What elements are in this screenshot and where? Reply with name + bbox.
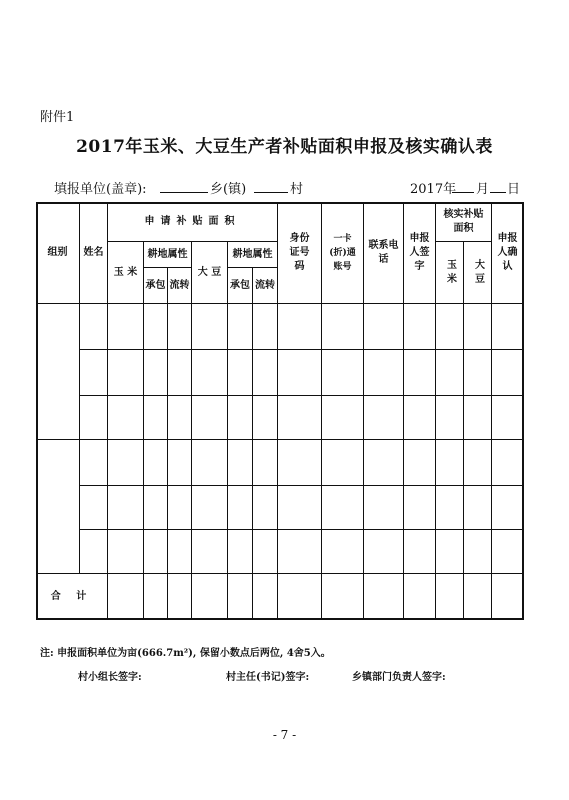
table-cell[interactable]: [144, 304, 168, 350]
fill-township-field[interactable]: [160, 178, 208, 193]
table-cell[interactable]: [144, 350, 168, 396]
fill-township-suffix: 乡(镇): [210, 182, 247, 197]
table-cell[interactable]: [144, 486, 168, 530]
table-cell[interactable]: [168, 350, 192, 396]
table-cell[interactable]: [492, 350, 524, 396]
table-cell[interactable]: [492, 304, 524, 350]
total-cell[interactable]: [404, 574, 436, 620]
header-corn: 玉 米: [108, 242, 144, 304]
table-cell[interactable]: [464, 304, 492, 350]
table-cell[interactable]: [168, 440, 192, 486]
total-cell[interactable]: [168, 574, 192, 620]
table-cell[interactable]: [80, 350, 108, 396]
total-cell[interactable]: [192, 574, 228, 620]
table-cell[interactable]: [192, 486, 228, 530]
fill-year-label: 2017年: [410, 182, 457, 197]
table-cell[interactable]: [322, 486, 364, 530]
total-cell[interactable]: [492, 574, 524, 620]
table-cell[interactable]: [253, 304, 278, 350]
header-contract-2: 承包: [228, 268, 253, 304]
table-cell[interactable]: [278, 304, 322, 350]
header-soybean: 大 豆: [192, 242, 228, 304]
table-cell[interactable]: [228, 350, 253, 396]
table-cell[interactable]: [364, 350, 404, 396]
header-land-attr-1: 耕地属性: [144, 242, 192, 268]
table-cell[interactable]: [144, 396, 168, 440]
table-cell[interactable]: [436, 396, 464, 440]
table-cell[interactable]: [404, 530, 436, 574]
township-head-signature: 乡镇部门负责人签字:: [352, 672, 446, 683]
header-id-number: 身份证号码: [278, 202, 322, 304]
table-cell[interactable]: [80, 530, 108, 574]
total-cell[interactable]: [278, 574, 322, 620]
table-cell[interactable]: [192, 530, 228, 574]
table-cell[interactable]: [108, 304, 144, 350]
table-cell[interactable]: [80, 304, 108, 350]
total-cell[interactable]: [108, 574, 144, 620]
table-cell[interactable]: [108, 396, 144, 440]
table-cell[interactable]: [228, 304, 253, 350]
table-cell[interactable]: [144, 530, 168, 574]
header-verified-soybean: 大豆: [464, 242, 492, 304]
table-cell[interactable]: [253, 530, 278, 574]
table-cell[interactable]: [278, 486, 322, 530]
table-cell[interactable]: [108, 440, 144, 486]
table-cell[interactable]: [228, 396, 253, 440]
header-land-attr-2: 耕地属性: [228, 242, 278, 268]
header-contract-1: 承包: [144, 268, 168, 304]
table-cell[interactable]: [80, 440, 108, 486]
table-cell[interactable]: [464, 396, 492, 440]
table-cell[interactable]: [228, 486, 253, 530]
table-cell[interactable]: [322, 440, 364, 486]
fill-day-label: 日: [507, 182, 521, 197]
fill-unit-label: 填报单位(盖章):: [54, 182, 147, 197]
footnote: 注: 申报面积单位为亩(666.7m²), 保留小数点后两位, 4舍5入。: [40, 648, 331, 659]
table-cell[interactable]: [228, 530, 253, 574]
table-cell[interactable]: [492, 486, 524, 530]
table-cell[interactable]: [436, 530, 464, 574]
table-cell[interactable]: [228, 440, 253, 486]
fill-day-field[interactable]: [490, 178, 506, 193]
table-cell[interactable]: [192, 304, 228, 350]
header-phone: 联系电话: [364, 202, 404, 304]
table-cell[interactable]: [464, 350, 492, 396]
table-cell[interactable]: [168, 396, 192, 440]
report-table: [36, 202, 524, 620]
table-cell[interactable]: [168, 304, 192, 350]
table-cell[interactable]: [322, 530, 364, 574]
total-cell[interactable]: [228, 574, 253, 620]
total-cell[interactable]: [436, 574, 464, 620]
total-cell[interactable]: [464, 574, 492, 620]
table-cell[interactable]: [192, 440, 228, 486]
table-cell[interactable]: [364, 304, 404, 350]
table-cell[interactable]: [108, 486, 144, 530]
fill-month-field[interactable]: [452, 178, 474, 193]
table-cell[interactable]: [464, 440, 492, 486]
fill-village-suffix: 村: [290, 182, 304, 197]
table-cell[interactable]: [192, 350, 228, 396]
table-cell[interactable]: [404, 396, 436, 440]
table-cell[interactable]: [492, 396, 524, 440]
table-cell[interactable]: [364, 440, 404, 486]
attachment-label: 附件1: [40, 110, 75, 125]
group-cell-2[interactable]: [36, 440, 80, 574]
page-number: - 7 -: [272, 728, 297, 742]
total-cell[interactable]: [364, 574, 404, 620]
table-cell[interactable]: [364, 396, 404, 440]
table-cell[interactable]: [278, 440, 322, 486]
table-cell[interactable]: [253, 350, 278, 396]
table-cell[interactable]: [404, 350, 436, 396]
total-label: 合 计: [36, 574, 108, 620]
table-cell[interactable]: [278, 530, 322, 574]
table-cell[interactable]: [322, 304, 364, 350]
header-name: 姓名: [80, 202, 108, 304]
header-group: 组别: [36, 202, 80, 304]
table-cell[interactable]: [464, 486, 492, 530]
table-cell[interactable]: [436, 304, 464, 350]
total-cell[interactable]: [253, 574, 278, 620]
header-card-passbook: 一卡(折)通账号: [322, 202, 364, 304]
table-cell[interactable]: [253, 440, 278, 486]
table-cell[interactable]: [253, 486, 278, 530]
table-cell[interactable]: [436, 486, 464, 530]
table-cell[interactable]: [492, 530, 524, 574]
table-cell[interactable]: [144, 440, 168, 486]
table-cell[interactable]: [436, 440, 464, 486]
table-cell[interactable]: [168, 486, 192, 530]
header-apply-area: 申请补贴面积: [108, 202, 278, 242]
group-leader-signature: 村小组长签字:: [78, 672, 142, 683]
form-title: 2017年玉米、大豆生产者补贴面积申报及核实确认表: [76, 137, 493, 157]
table-cell[interactable]: [278, 396, 322, 440]
table-cell[interactable]: [404, 304, 436, 350]
table-cell[interactable]: [192, 396, 228, 440]
table-cell[interactable]: [108, 350, 144, 396]
table-cell[interactable]: [108, 530, 144, 574]
header-applicant-sign: 申报人签字: [404, 202, 436, 304]
table-cell[interactable]: [464, 530, 492, 574]
header-verified-area: 核实补贴面积: [436, 202, 492, 242]
director-signature: 村主任(书记)签字:: [226, 672, 310, 683]
header-verified-corn: 玉米: [436, 242, 464, 304]
table-cell[interactable]: [404, 440, 436, 486]
table-cell[interactable]: [80, 396, 108, 440]
total-cell[interactable]: [144, 574, 168, 620]
header-transfer-2: 流转: [253, 268, 278, 304]
table-cell[interactable]: [436, 350, 464, 396]
header-applicant-confirm: 申报人确认: [492, 202, 524, 304]
fill-month-label: 月: [476, 182, 490, 197]
table-cell[interactable]: [492, 440, 524, 486]
table-cell[interactable]: [168, 530, 192, 574]
table-cell[interactable]: [404, 486, 436, 530]
group-cell-1[interactable]: [36, 304, 80, 440]
fill-village-field[interactable]: [254, 178, 288, 193]
total-cell[interactable]: [322, 574, 364, 620]
table-cell[interactable]: [322, 396, 364, 440]
table-cell[interactable]: [80, 486, 108, 530]
table-cell[interactable]: [364, 530, 404, 574]
table-cell[interactable]: [322, 350, 364, 396]
table-cell[interactable]: [364, 486, 404, 530]
table-cell[interactable]: [253, 396, 278, 440]
table-cell[interactable]: [278, 350, 322, 396]
header-transfer-1: 流转: [168, 268, 192, 304]
